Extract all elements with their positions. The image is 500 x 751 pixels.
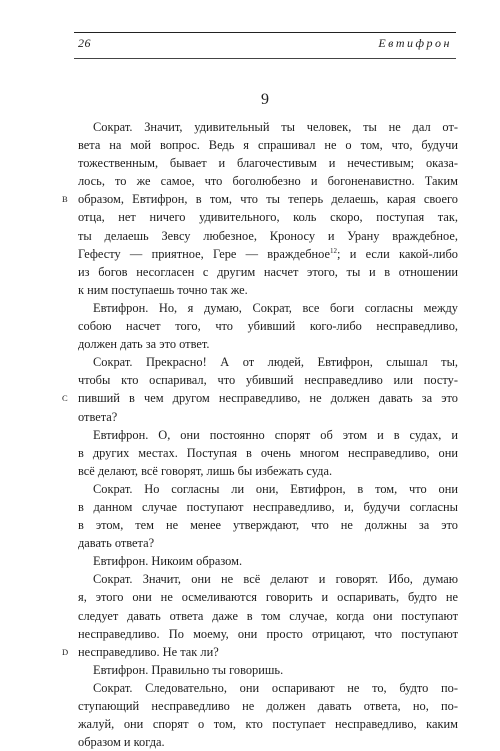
section-number: 9 xyxy=(261,91,269,108)
text-line: всё делают, всё говорят, лишь бы избежать суда. xyxy=(78,463,333,478)
text-line: вета на мой вопрос. Ведь я спрашивал не о том, что, будучи xyxy=(78,138,458,153)
text-line: чтобы кто оспаривал, что убивший несправедливо или посту- xyxy=(78,373,458,388)
text-line: тожественным, бывает и благочестивым и нечестивым; оказа- xyxy=(78,156,458,171)
text-line: я, этого они не осмеливаются говорить и оспаривать, будто не xyxy=(78,590,458,605)
text-line: Сократ. Значит, они не всё делают и говорят. Ибо, думаю xyxy=(93,572,458,587)
text-line-content: несправедливо. Не так ли? xyxy=(78,644,219,659)
header-rule-top xyxy=(74,32,456,33)
text-line: отца, нет ничего удивительного, коль скоро, поступая так, xyxy=(78,210,458,225)
text-line: ответа? xyxy=(78,409,118,424)
text-line: в этом, тем не менее утверждают, что не должны за это xyxy=(78,518,458,533)
text-line: Сократ. Но согласны ли они, Евтифрон, в том, что они xyxy=(93,481,458,496)
page-number: 26 xyxy=(78,36,91,50)
text-line-with-margin-d xyxy=(62,643,458,661)
text-line: Сократ. Следовательно, они оспаривают не то, будто по- xyxy=(93,680,458,695)
text-line: Евтифрон. О, они постоянно спорят об этом и в судах, и xyxy=(93,427,458,442)
body-text xyxy=(62,118,458,751)
text-line: Евтифрон. Правильно ты говоришь. xyxy=(93,662,284,677)
text-line: должен дать за это ответ. xyxy=(78,337,210,352)
text-line: Евтифрон. Но, я думаю, Сократ, все боги согласны между xyxy=(93,300,458,315)
text-line: образом и когда. xyxy=(78,735,165,750)
text-line: Сократ. Значит, удивительный ты человек, ты не дал от- xyxy=(93,120,458,134)
text-line-content: Гефесту — приятное, Гере — враждебное xyxy=(78,246,331,261)
text-line: в данном случае поступают несправедливо, и, будучи согласны xyxy=(78,499,458,514)
text-line: собою насчет того, что убивший кого-либо несправедливо, xyxy=(78,319,458,334)
text-line: жалуй, они спорят о том, кто поступает несправедливо, каким xyxy=(78,717,458,732)
text-line: следует давать ответа даже в том случае, когда они поступают xyxy=(78,608,458,623)
text-line: ты делаешь Зевсу любезное, Кроносу и Урану враждебное, xyxy=(78,228,458,243)
text-line-with-margin-b xyxy=(62,190,458,208)
text-line: из богов несогласен с другим насчет этого, ты и в отношении xyxy=(78,264,458,279)
text-line: давать ответа? xyxy=(78,536,155,551)
text-line: в других местах. Поступая в очень многом несправедливо, они xyxy=(78,445,458,460)
text-line-content-tail: ; и если какой-либо xyxy=(337,246,458,261)
text-line-with-margin-c xyxy=(62,389,458,407)
text-line: к ним поступаешь точно так же. xyxy=(78,282,248,297)
text-line: Евтифрон. Никоим образом. xyxy=(93,554,243,569)
footnote-marker[interactable]: 12 xyxy=(330,246,338,255)
text-line: Сократ. Прекрасно! А от людей, Евтифрон, слышал ты, xyxy=(93,355,458,370)
text-line-with-note xyxy=(78,245,458,263)
text-line: лось, то же самое, что боголюбезно и богоненавистно. Таким xyxy=(78,174,458,189)
margin-letter-d: D xyxy=(62,646,69,657)
text-line-content: пивший в чем другом несправедливо, не должен давать за это xyxy=(78,391,458,406)
running-title: Евтифрон xyxy=(378,36,452,50)
text-line: ступающий несправедливо не должен давать ответа, но, по- xyxy=(78,699,458,713)
margin-letter-b: B xyxy=(62,194,69,205)
margin-letter-c: C xyxy=(62,393,69,404)
text-line: несправедливо. По моему, они просто отрицают, что поступают xyxy=(78,626,458,641)
text-line-content: образом, Евтифрон, в том, что ты теперь делаешь, карая своего xyxy=(78,192,458,207)
header-rule-bottom xyxy=(74,58,456,59)
